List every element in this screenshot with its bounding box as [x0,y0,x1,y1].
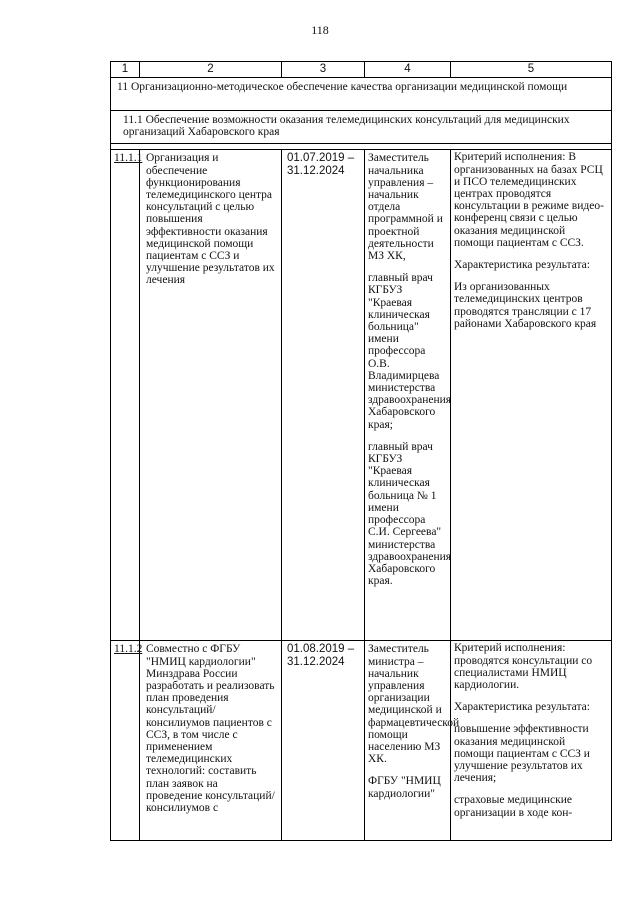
responsible-entry: Заместитель министра – начальник управления организации медицинской и фармацевтической помощи населению МЗ ХК. [368,643,460,766]
result-criterion: Критерий исполнения: проводятся консультации со специалистами НМИЦ кардиологии. [454,642,593,692]
responsible-cell [365,150,451,641]
column-header: 2 [140,62,282,78]
result-criterion: Критерий исполнения: В организованных на базах РСЦ и ПСО телемедицинских центрах проводятся консультации в режиме видео-конференц связи с целью оказания медицинской помощи пациентам с ССЗ. [454,151,604,249]
table-row [111,150,612,641]
result-characteristic: Из организованных телемедицинских центров проводятся трансляции с 17 районами Хабаровского края [454,281,597,330]
column-header: 1 [111,62,140,78]
responsible-entry: ФГБУ "НМИЦ кардиологии" [368,775,441,800]
period-cell: 01.08.2019 – 31.12.2024 [282,641,365,841]
result-characteristic: повышение эффективности оказания медицинской помощи пациентам с ССЗ и улучшение результатов их лечения; [454,723,590,785]
period-cell: 01.07.2019 – 31.12.2024 [282,150,365,641]
responsible-cell [365,641,460,841]
result-characteristic-label: Характеристика результата: [454,701,590,714]
result-characteristic: страховые медицинские организации в ходе кон- [454,794,573,819]
result-cell [451,150,612,641]
table-row [111,641,612,841]
result-cell [451,641,612,841]
responsible-entry: главный врач КГБУЗ "Краевая клиническая больница" имени профессора О.В. Владимирцева министерства здравоохранения Хабаровского края; [368,272,452,431]
subsection-title: 11.1 Обеспечение возможности оказания телемедицинских консультаций для медицинских организаций Хабаровского края [111,111,612,144]
page-number: 118 [311,23,329,37]
responsible-entry: главный врач КГБУЗ "Краевая клиническая больница № 1 имени профессора С.И. Сергеева" министерства здравоохранения Хабаровского края. [368,440,452,588]
column-header: 4 [365,62,451,78]
row-number: 11.1.1 [114,152,143,165]
measure-cell: Организация и обеспечение функционирования телемедицинского центра консультаций с целью повышения эффективности оказания медицинской помощи пациентам с ССЗ и улучшение результатов их лечения [140,150,282,641]
column-header: 3 [282,62,365,78]
result-characteristic-label: Характеристика результата: [454,259,590,272]
section-row [111,78,612,111]
measures-table [110,61,612,841]
column-header: 5 [451,62,612,78]
row-number-cell [111,641,143,841]
row-number-cell [111,150,143,641]
measure-cell: Совместно с ФГБУ "НМИЦ кардиологии" Минздрава России разработать и реализовать план проведения консультаций/консилиумов пациентов с ССЗ, в том числе с применением телемедицинских технологий: составить план заявок на проведение консультаций/консилиумов с [140,641,282,841]
table-header-row [111,62,612,78]
subsection-row [111,111,612,144]
responsible-entry: Заместитель начальника управления – начальник отдела программной и проектной деятельности МЗ ХК, [368,152,443,263]
row-number: 11.1.2 [114,643,143,656]
section-title: 11 Организационно-методическое обеспечение качества организации медицинской помощи [111,78,612,111]
